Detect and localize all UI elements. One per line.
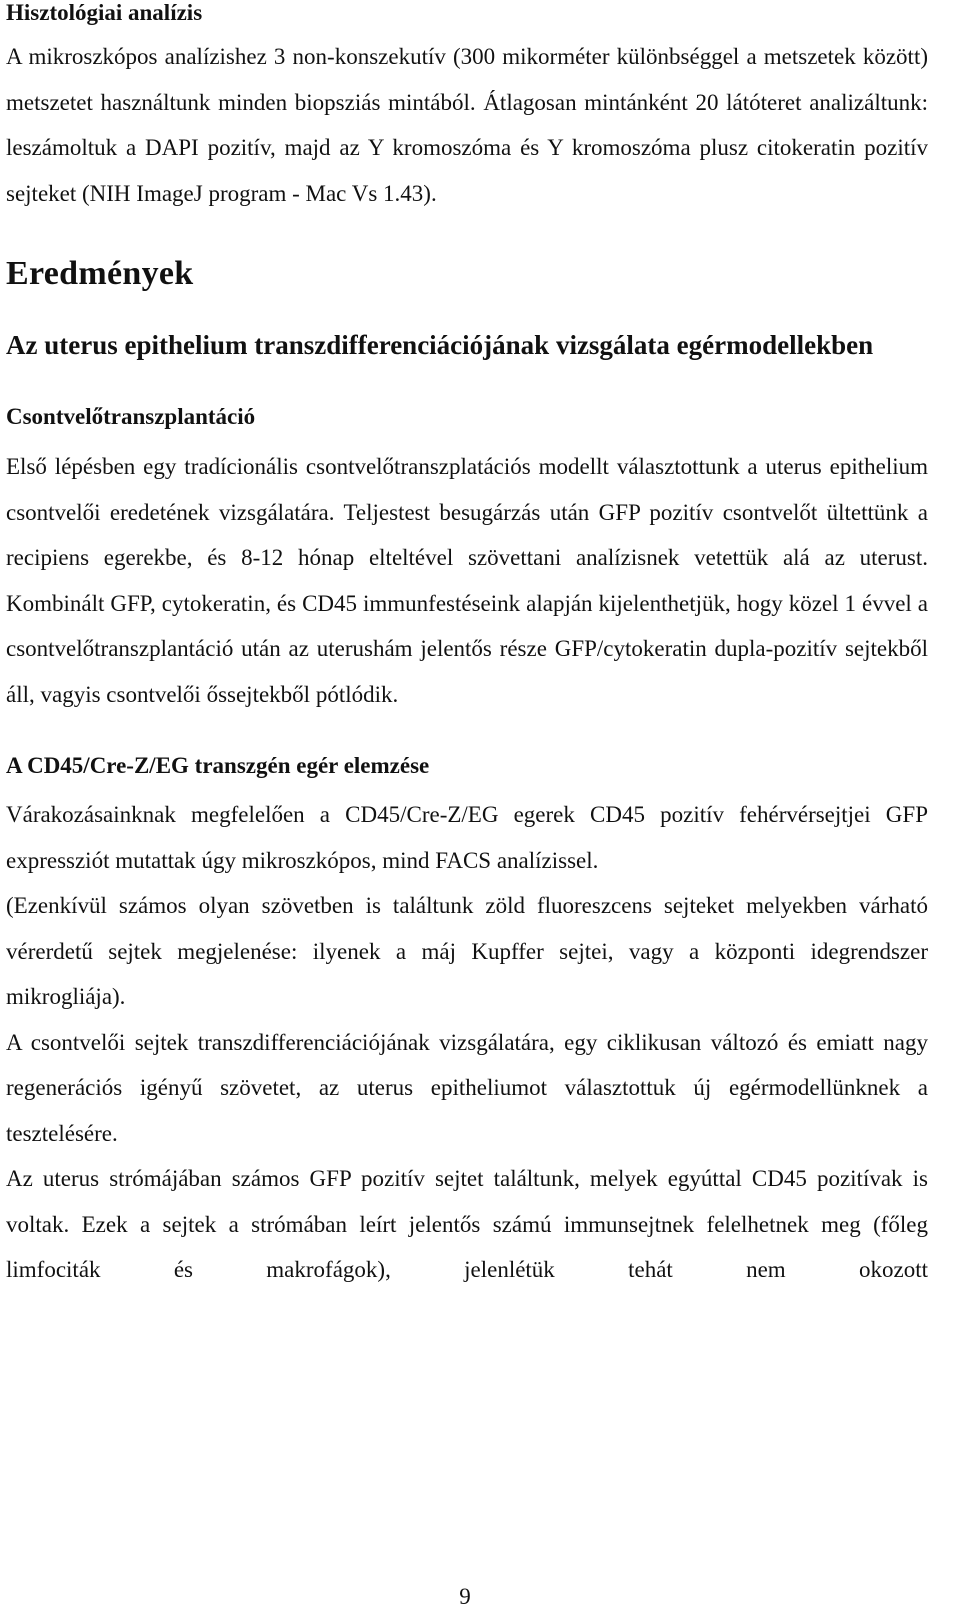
paragraph-cd45-4: Az uterus strómájában számos GFP pozitív sejtet találtunk, melyek egyúttal CD45 pozitívak is voltak. Ezek a sejtek a strómában leírt jelentős számú immunsejtnek felelhetnek meg (főleg limfociták és makrofágok), jelenlétük tehát nem okozott	[6, 1166, 928, 1282]
paragraph-cd45-3: A csontvelői sejtek transzdifferenciációjának vizsgálatára, egy ciklikusan változó és emiatt nagy regenerációs igényű szövetet, az uterus epitheliumot választottuk új egérmodellünknek a tesztelésére.	[6, 1029, 928, 1146]
cd45-heading: A CD45/Cre-Z/EG transzgén egér elemzése	[6, 753, 430, 778]
paragraph-bmt: Első lépésben egy tradícionális csontvelőtranszplatációs modellt választottunk a uterus epithelium csontvelői eredetének vizsgálatára. Teljestest besugárzás után GFP pozitív csontvelőt ültettünk a recipiens egerekbe, és 8-12 hónap elteltével szövettani analízisnek vetettük alá az uterust. Kombinált GFP, cytokeratin, és CD45 immunfestéseink alapján kijelenthetjük, hogy közel 1 évvel a csontvelőtranszplantáció után az uterushám jelentős része GFP/cytokeratin dupla-pozitív sejtekből áll, vagyis csontvelői őssejtekből pótlódik.	[6, 454, 928, 707]
document-page	[6, 0, 928, 1293]
results-heading: Eredmények	[6, 255, 194, 292]
section-heading-histology: Hisztológiai analízis	[6, 0, 203, 25]
page-number: 9	[459, 1584, 471, 1609]
paragraph-cd45-1: Várakozásainknak megfelelően a CD45/Cre-Z/EG egerek CD45 pozitív fehérvérsejtjei GFP expressziót mutattak úgy mikroszkópos, mind FACS analízissel.	[6, 802, 928, 873]
bmt-heading: Csontvelőtranszplantáció	[6, 404, 256, 429]
paragraph-cd45-2: (Ezenkívül számos olyan szövetben is találtunk zöld fluoreszcens sejteket melyekben várható vérerdetű sejtek megjelenése: ilyenek a máj Kupffer sejtei, vagy a központi idegrendszer mikrogliája).	[6, 893, 928, 1009]
paragraph-histology: A mikroszkópos analízishez 3 non-konszekutív (300 mikorméter különbséggel a metszetek között) metszetet használtunk minden biopsziás mintából. Átlagosan mintánként 20 látóteret analizáltunk: leszámoltuk a DAPI pozitív, majd az Y kromoszóma és Y kromoszóma plusz citokeratin pozitív sejteket (NIH ImageJ program - Mac Vs 1.43).	[6, 44, 928, 206]
results-subheading: Az uterus epithelium transzdifferenciációjának vizsgálata egérmodellekben	[6, 330, 874, 360]
